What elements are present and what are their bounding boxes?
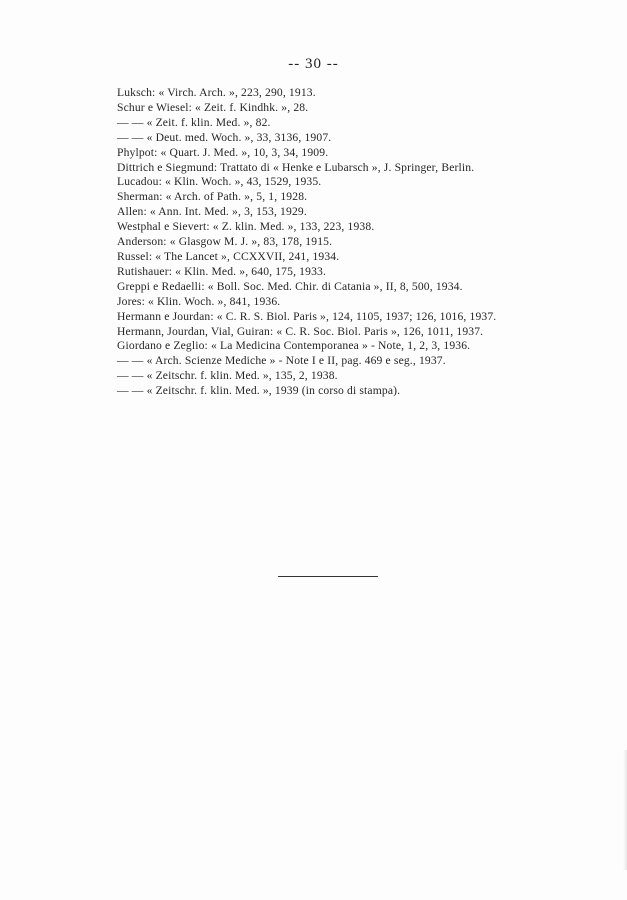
reference-item: Greppi e Redaelli: « Boll. Soc. Med. Chir. di Catania », II, 8, 500, 1934. [117, 279, 463, 293]
reference-item: — — « Zeit. f. klin. Med. », 82. [117, 115, 271, 129]
reference-item: Anderson: « Glasgow M. J. », 83, 178, 1915. [117, 235, 333, 249]
scan-edge-shadow [623, 750, 627, 870]
section-divider [278, 576, 378, 577]
reference-item: Hermann, Jourdan, Vial, Guiran: « C. R. Soc. Biol. Paris », 126, 1011, 1937. [117, 324, 484, 338]
reference-item: Sherman: « Arch. of Path. », 5, 1, 1928. [117, 190, 308, 204]
reference-item: Dittrich e Siegmund: Trattato di « Henke e Lubarsch », J. Springer, Berlin. [117, 160, 475, 174]
reference-item: Westphal e Sievert: « Z. klin. Med. », 133, 223, 1938. [117, 220, 375, 234]
reference-item: Jores: « Klin. Woch. », 841, 1936. [117, 294, 281, 308]
reference-item: — — « Zeitschr. f. klin. Med. », 135, 2, 1938. [117, 369, 338, 383]
reference-item: Phylpot: « Quart. J. Med. », 10, 3, 34, 1909. [117, 145, 329, 159]
reference-item: Schur e Wiesel: « Zeit. f. Kindhk. », 28. [117, 100, 309, 114]
reference-item: — — « Arch. Scienze Mediche » - Note I e II, pag. 469 e seg., 1937. [117, 354, 446, 368]
reference-list [117, 86, 557, 399]
reference-item: — — « Zeitschr. f. klin. Med. », 1939 (in corso di stampa). [117, 384, 401, 398]
reference-item: Russel: « The Lancet », CCXXVII, 241, 1934. [117, 249, 340, 263]
page-number: -- 30 -- [288, 56, 339, 72]
reference-item: Lucadou: « Klin. Woch. », 43, 1529, 1935. [117, 175, 322, 189]
reference-item: — — « Deut. med. Woch. », 33, 3136, 1907. [117, 130, 332, 144]
reference-item: Rutishauer: « Klin. Med. », 640, 175, 1933. [117, 264, 327, 278]
reference-item: Luksch: « Virch. Arch. », 223, 290, 1913. [117, 86, 316, 99]
reference-item: Hermann e Jourdan: « C. R. S. Biol. Paris », 124, 1105, 1937; 126, 1016, 1937. [117, 309, 497, 323]
reference-item: Giordano e Zeglio: « La Medicina Contemporanea » - Note, 1, 2, 3, 1936. [117, 339, 471, 353]
reference-item: Allen: « Ann. Int. Med. », 3, 153, 1929. [117, 205, 307, 219]
